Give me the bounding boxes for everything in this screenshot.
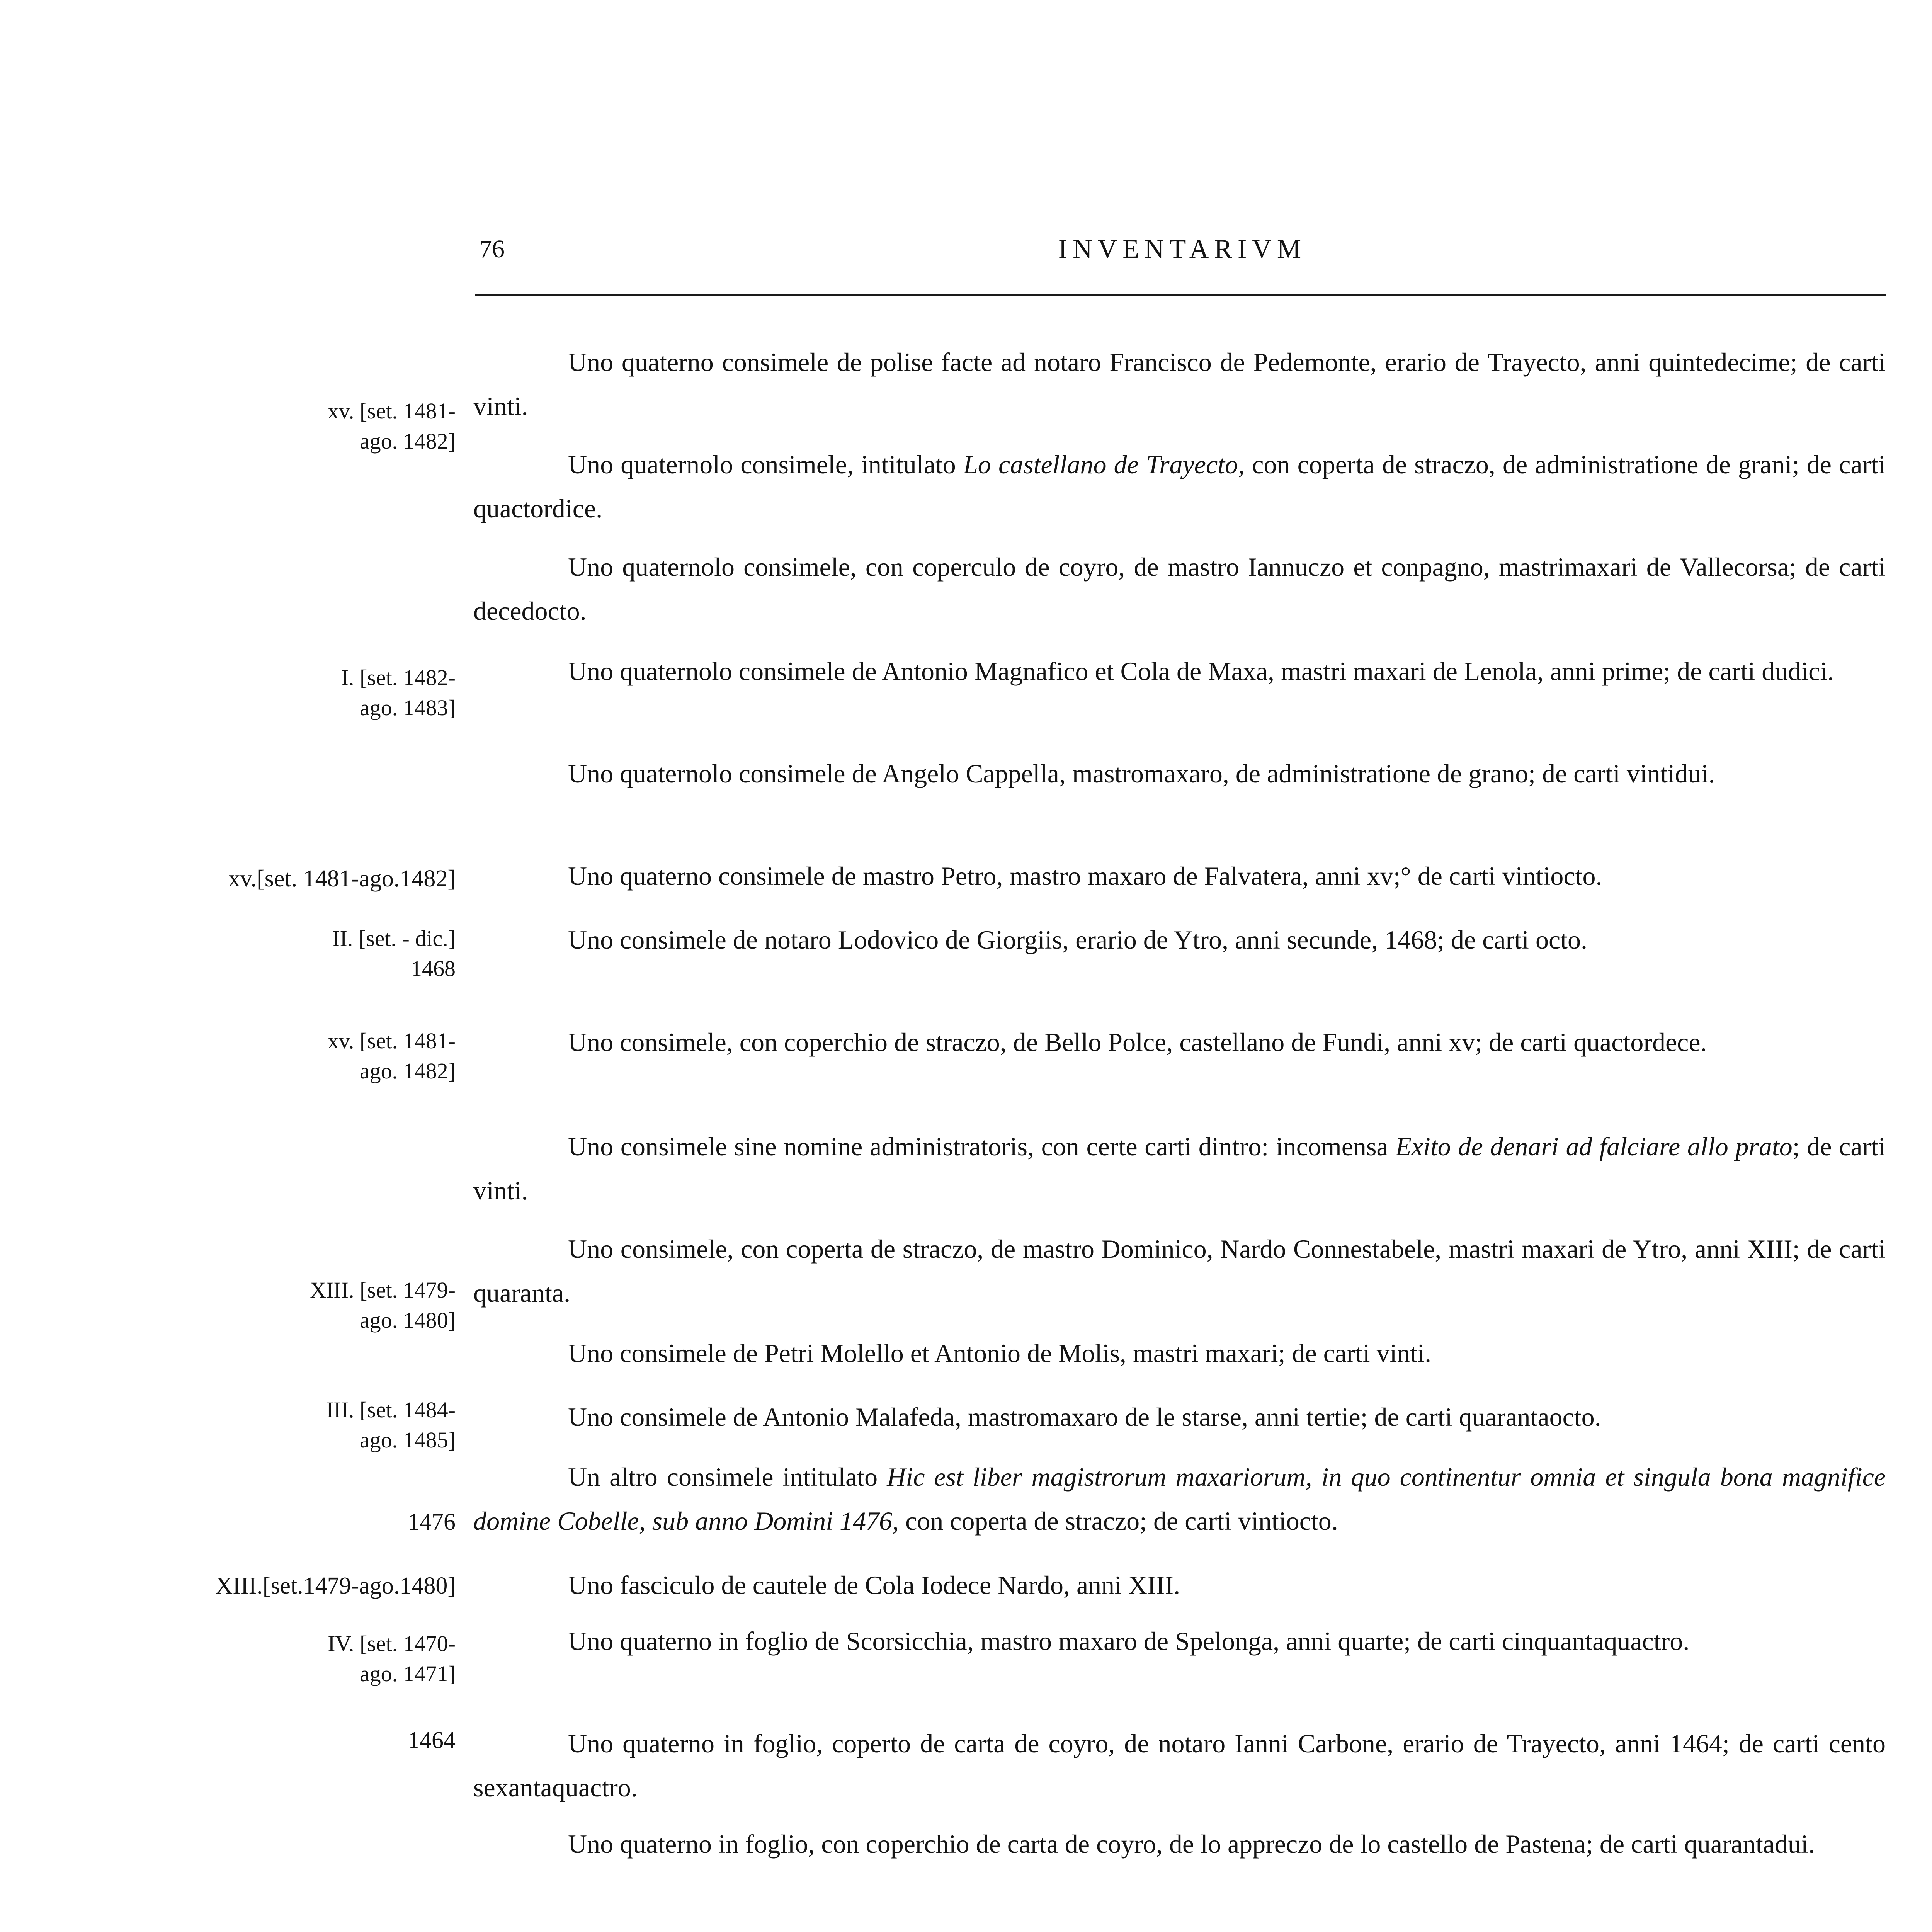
entry-1: Uno quaterno consimele de polise facte ad notaro Francisco de Pedemonte, erario de Trayecto, anni quintedecime; de carti vinti.: [473, 347, 1886, 421]
margin-note-13: 1476: [408, 1509, 456, 1535]
margin-note-7: II. [set. - dic.] 1468: [332, 926, 456, 981]
entry-16: Uno quaterno in foglio, coperto de carta de coyro, de notaro Ianni Carbone, erario de Trayecto, anni 1464; de carti cento sexantaquactro.: [473, 1729, 1886, 1802]
entry-12: Uno consimele de Antonio Malafeda, mastromaxaro de le starse, anni tertie; de carti quarantaocto.: [568, 1402, 1601, 1432]
entry-3: Uno quaternolo consimele, con coperculo de coyro, de mastro Iannuczo et conpagno, mastrimaxari de Vallecorsa; de carti decedocto.: [473, 552, 1886, 626]
running-title: INVENTARIVM: [1058, 234, 1307, 264]
entry-2: Uno quaternolo consimele, intitulato Lo castellano de Trayecto, con coperta de straczo, de administratione de grani; de carti quactordice.: [473, 450, 1886, 523]
margin-note-8: xv. [set. 1481- ago. 1482]: [327, 1028, 456, 1083]
margin-note-15: IV. [set. 1470- ago. 1471]: [328, 1631, 456, 1686]
margin-note-1: xv. [set. 1481- ago. 1482]: [327, 398, 456, 454]
margin-note-4: I. [set. 1482- ago. 1483]: [341, 665, 456, 720]
entry-8: Uno consimele, con coperchio de straczo, de Bello Polce, castellano de Fundi, anni xv; de carti quactordece.: [568, 1027, 1707, 1057]
entry-10: Uno consimele, con coperta de straczo, de mastro Dominico, Nardo Connestabele, mastri maxari de Ytro, anni XIII; de carti quaranta.: [473, 1234, 1886, 1308]
entry-14: Uno fasciculo de cautele de Cola Iodece Nardo, anni XIII.: [568, 1570, 1180, 1600]
entry-6: Uno quaterno consimele de mastro Petro, mastro maxaro de Falvatera, anni xv;° de carti vintiocto.: [568, 861, 1602, 891]
margin-note-14: XIII.[set.1479-ago.1480]: [215, 1573, 456, 1599]
entry-9: Uno consimele sine nomine administratoris, con certe carti dintro: incomensa Exito de denari ad falciare allo prato; de carti vinti.: [473, 1132, 1886, 1205]
entry-15: Uno quaterno in foglio de Scorsicchia, mastro maxaro de Spelonga, anni quarte; de carti cinquantaquactro.: [568, 1626, 1690, 1656]
entry-13: Un altro consimele intitulato Hic est liber magistrorum maxariorum, in quo continentur omnia et singula bona magnifice domine Cobelle, sub anno Domini 1476, con coperta de straczo; de carti vintiocto.: [473, 1462, 1886, 1536]
entry-17: Uno quaterno in foglio, con coperchio de carta de coyro, de lo appreczo de lo castello de Pastena; de carti quarantadui.: [568, 1829, 1815, 1859]
entry-5: Uno quaternolo consimele de Angelo Cappella, mastromaxaro, de administratione de grano; de carti vintidui.: [568, 759, 1715, 788]
entry-18: [473, 1924, 1886, 1932]
header-rule: [475, 294, 1886, 296]
entry-11: Uno consimele de Petri Molello et Antonio de Molis, mastri maxari; de carti vinti.: [568, 1338, 1432, 1368]
running-head: [479, 232, 1886, 270]
margin-note-12: III. [set. 1484- ago. 1485]: [326, 1397, 456, 1452]
entry-4: Uno quaternolo consimele de Antonio Magnafico et Cola de Maxa, mastri maxari de Lenola, anni prime; de carti dudici.: [568, 656, 1834, 686]
margin-note-6: xv.[set. 1481-ago.1482]: [228, 866, 456, 892]
page-number: 76: [479, 235, 505, 263]
entry-7: Uno consimele de notaro Lodovico de Giorgiis, erario de Ytro, anni secunde, 1468; de carti octo.: [568, 925, 1588, 954]
margin-note-10: XIII. [set. 1479- ago. 1480]: [310, 1277, 456, 1333]
margin-note-16: 1464: [408, 1727, 456, 1753]
